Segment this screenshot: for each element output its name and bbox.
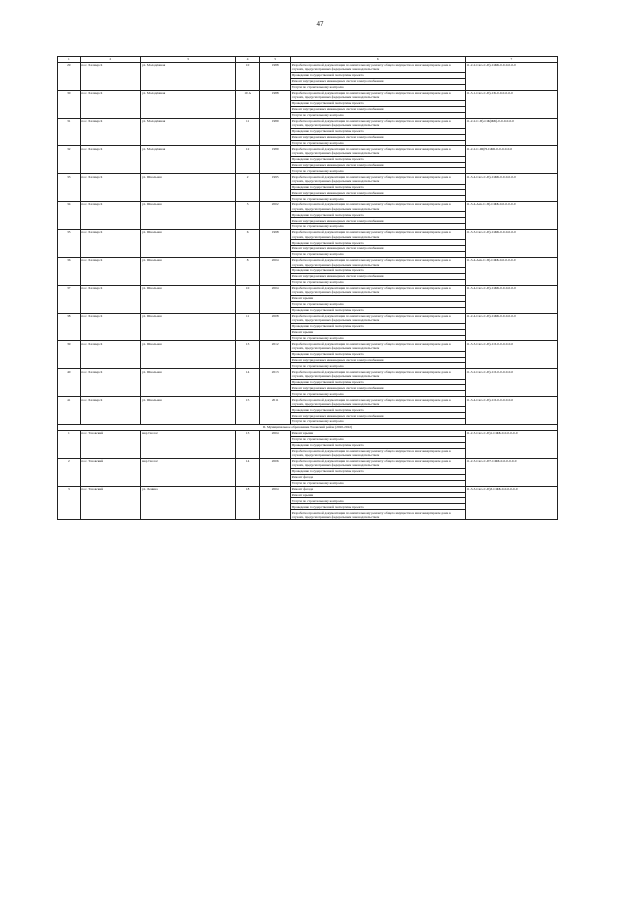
street-cell: ул. Молодёжная — [141, 62, 236, 90]
repair-work-cell: Проведение государственной экспертизы проекта — [290, 351, 465, 357]
repair-work-cell: Ремонт внутридомовых инженерных систем электроснабжения — [290, 134, 465, 140]
repair-work-cell: Разработка проектной документации по капитальному ремонту общего имущества в многоквартирном доме в случаях, предусмотренных федеральным законодательством — [290, 174, 465, 184]
repair-work-cell: Проведение государственной экспертизы проекта — [290, 379, 465, 385]
repair-work-cell: Разработка проектной документации по капитальному ремонту общего имущества в многоквартирном доме в случаях, предусмотренных федеральным законодательством — [290, 458, 465, 468]
repair-work-cell: Разработка проектной документации по капитальному ремонту общего имущества в многоквартирном доме в случаях, предусмотренных федеральным законодательством — [290, 146, 465, 156]
repair-work-cell: Услуги по строительному контролю — [290, 279, 465, 285]
building-code-cell: 11-3-4-Сжэ-С-П)-СЛ-0-0-0-0-0-0 — [465, 397, 558, 425]
street-cell: ул. Школьная — [141, 397, 236, 425]
repair-work-cell: Ремонт внутридомовых инженерных систем электроснабжения — [290, 106, 465, 112]
street-cell: ул. Школьная — [141, 230, 236, 258]
street-cell: ул. Школьная — [141, 369, 236, 397]
building-code-cell: 11-3-1-Сжэ-С-П)-СБ-0-0-0-0-0-0 — [465, 90, 558, 118]
house-number-cell: 13 — [235, 430, 260, 458]
building-code-cell: 11-3-4-Анэ-С-П)-СЖБ-0-0-0-0-0-0 — [465, 257, 558, 285]
street-cell: ул. Школьная — [141, 202, 236, 230]
table-row — [58, 486, 558, 492]
construction-year-cell: 1988 — [260, 90, 291, 118]
repair-work-cell: Проведение государственной экспертизы проекта — [290, 212, 465, 218]
repair-work-cell: Проведение государственной экспертизы проекта — [290, 128, 465, 134]
repair-work-cell: Разработка проектной документации по капитальному ремонту общего имущества в многоквартирном доме в случаях, предусмотренных федеральным законодательством — [290, 397, 465, 407]
settlement-cell: пос. Халмерсё — [80, 341, 141, 369]
street-cell: ул. Школьная — [141, 341, 236, 369]
street-cell: мкр Геолог — [141, 458, 236, 486]
table-row — [58, 458, 558, 468]
repair-work-cell: Разработка проектной документации по капитальному ремонту общего имущества в многоквартирном доме в случаях, предусмотренных федеральным законодательством — [290, 202, 465, 212]
settlement-cell: пос. Халмерсё — [80, 257, 141, 285]
repair-work-cell: Разработка проектной документации по капитальному ремонту общего имущества в многоквартирном доме в случаях, предусмотренных федеральным законодательством — [290, 448, 465, 458]
settlement-cell: пос. Халмерсё — [80, 230, 141, 258]
settlement-cell: пос. Халмерсё — [80, 90, 141, 118]
house-number-cell: 2 — [235, 174, 260, 202]
table-row — [58, 285, 558, 295]
row-number: 35 — [58, 230, 81, 258]
construction-year-cell: 1995 — [260, 174, 291, 202]
row-number: 31 — [58, 118, 81, 146]
house-number-cell: 10 — [235, 285, 260, 313]
table-row — [58, 62, 558, 72]
construction-year-cell: 1988 — [260, 62, 291, 90]
repair-work-cell: Услуги по строительному контролю — [290, 84, 465, 90]
table-row — [58, 430, 558, 436]
repair-work-cell: Услуги по строительному контролю — [290, 363, 465, 369]
street-cell: ул. Школьная — [141, 174, 236, 202]
building-code-cell: 11-3-3-Сжэ-С-П)3-СЖБ-0-0-0-0-0-0 — [465, 486, 558, 520]
repair-work-cell: Разработка проектной документации по капитальному ремонту общего имущества в многоквартирном доме в случаях, предусмотренных федеральным законодательством — [290, 118, 465, 128]
settlement-cell: пос. Халмерсё — [80, 146, 141, 174]
repair-work-cell: Ремонт крыши — [290, 295, 465, 301]
repair-work-cell: Услуги по строительному контролю — [290, 224, 465, 230]
column-number-3: 3 — [141, 57, 236, 63]
repair-work-cell: Проведение государственной экспертизы проекта — [290, 307, 465, 313]
repair-work-cell: Проведение государственной экспертизы проекта — [290, 469, 465, 475]
register-table-body — [58, 57, 558, 520]
settlement-cell: пос. Тазовский — [80, 486, 141, 520]
repair-work-cell: Услуги по строительному контролю — [290, 436, 465, 442]
settlement-cell: пос. Халмерсё — [80, 397, 141, 425]
repair-work-cell: Проведение государственной экспертизы проекта — [290, 240, 465, 246]
repair-work-cell: Разработка проектной документации по капитальному ремонту общего имущества в многоквартирном доме в случаях, предусмотренных федеральным законодательством — [290, 369, 465, 379]
repair-work-cell: Услуги по строительному контролю — [290, 252, 465, 258]
house-number-cell: 8 — [235, 257, 260, 285]
building-code-cell: 11-3-3-Сжэ-С-П)-СЛ-0-0-0-0-0-0 — [465, 341, 558, 369]
repair-work-cell: Ремонт внутридомовых инженерных систем электроснабжения — [290, 413, 465, 419]
repair-work-cell: Ремонт внутридомовых инженерных систем электроснабжения — [290, 218, 465, 224]
repair-work-cell: Разработка проектной документации по капитальному ремонту общего имущества в многоквартирном доме в случаях, предусмотренных федеральным законодательством — [290, 62, 465, 72]
table-row — [58, 146, 558, 156]
building-code-cell: 11-3-3-Сжэ-С-П)-СЖБ-0-0-0-0-0-0 — [465, 230, 558, 258]
repair-work-cell: Проведение государственной экспертизы проекта — [290, 504, 465, 510]
repair-work-cell: Ремонт крыши — [290, 492, 465, 498]
table-row — [58, 202, 558, 212]
repair-work-cell: Ремонт внутридомовых инженерных систем электроснабжения — [290, 273, 465, 279]
capital-repair-register-table — [57, 56, 558, 520]
settlement-cell: пос. Халмерсё — [80, 202, 141, 230]
repair-work-cell: Услуги по строительному контролю — [290, 301, 465, 307]
construction-year-cell: 2008 — [260, 313, 291, 341]
street-cell: ул. Молодёжная — [141, 146, 236, 174]
settlement-cell: пос. Тазовский — [80, 430, 141, 458]
column-number-6: 6 — [290, 57, 465, 63]
building-code-cell: 11-2-3-Сжэ-С-П7-СЖБ-0-0-0-0-0-0 — [465, 458, 558, 486]
construction-year-cell: 2002 — [260, 202, 291, 230]
row-number: 39 — [58, 341, 81, 369]
repair-work-cell: Услуги по строительному контролю — [290, 196, 465, 202]
construction-year-cell: 2004 — [260, 430, 291, 458]
row-number: 37 — [58, 285, 81, 313]
row-number: 38 — [58, 313, 81, 341]
repair-work-cell: Услуги по строительному контролю — [290, 335, 465, 341]
settlement-cell: пос. Халмерсё — [80, 62, 141, 90]
repair-work-cell: Ремонт внутридомовых инженерных систем электроснабжения — [290, 162, 465, 168]
section-title: II. Муниципальное образование Тазовский район (2020-2022) — [58, 425, 558, 431]
construction-year-cell: 1989 — [260, 118, 291, 146]
construction-year-cell: 2004 — [260, 486, 291, 520]
repair-work-cell: Услуги по строительному контролю — [290, 480, 465, 486]
street-cell: ул. Молодёжная — [141, 118, 236, 146]
repair-work-cell: Проведение государственной экспертизы проекта — [290, 156, 465, 162]
column-number-1: 1 — [58, 57, 81, 63]
building-code-cell: 11-2-2-С-Ш(Н-СЖБ-0-0-0-0-0-0 — [465, 146, 558, 174]
construction-year-cell: 1998 — [260, 230, 291, 258]
repair-work-cell: Проведение государственной экспертизы проекта — [290, 73, 465, 79]
repair-work-cell: Разработка проектной документации по капитальному ремонту общего имущества в многоквартирном доме в случаях, предусмотренных федеральным законодательством — [290, 285, 465, 295]
building-code-cell: 11-3-4-Анэ-С-П)-СЖБ-0-0-0-0-0-0 — [465, 202, 558, 230]
house-number-cell: 10 А — [235, 90, 260, 118]
repair-work-cell: Услуги по строительному контролю — [290, 498, 465, 504]
row-number: 34 — [58, 202, 81, 230]
repair-work-cell: Проведение государственной экспертизы проекта — [290, 407, 465, 413]
building-code-cell: 11-2-2-С-П)-СЖ(ЖБ)-0-0-0-0-0-0 — [465, 118, 558, 146]
house-number-cell: 14 — [235, 369, 260, 397]
construction-year-cell: 2013 — [260, 369, 291, 397]
table-row — [58, 257, 558, 267]
page-number: 47 — [316, 20, 324, 28]
settlement-cell: пос. Тазовский — [80, 458, 141, 486]
repair-work-cell: Проведение государственной экспертизы проекта — [290, 442, 465, 448]
repair-work-cell: Ремонт внутридомовых инженерных систем электроснабжения — [290, 357, 465, 363]
repair-work-cell: Разработка проектной документации по капитальному ремонту общего имущества в многоквартирном доме в случаях, предусмотренных федеральным законодательством — [290, 313, 465, 323]
repair-work-cell: Ремонт фасада — [290, 474, 465, 480]
row-number: 2 — [58, 458, 81, 486]
settlement-cell: пос. Халмерсё — [80, 313, 141, 341]
construction-year-cell: 2012 — [260, 341, 291, 369]
row-number: 32 — [58, 146, 81, 174]
repair-work-cell: Ремонт внутридомовых инженерных систем электроснабжения — [290, 190, 465, 196]
repair-work-cell: Ремонт фасада — [290, 486, 465, 492]
street-cell: ул. Школьная — [141, 257, 236, 285]
street-cell: ул. Школьная — [141, 285, 236, 313]
column-number-5: 5 — [260, 57, 291, 63]
house-number-cell: 6 — [235, 230, 260, 258]
settlement-cell: пос. Халмерсё — [80, 369, 141, 397]
repair-work-cell: Услуги по строительному контролю — [290, 391, 465, 397]
repair-work-cell: Разработка проектной документации по капитальному ремонту общего имущества в многоквартирном доме в случаях, предусмотренных федеральным законодательством — [290, 90, 465, 100]
street-cell: ул. Школьная — [141, 313, 236, 341]
settlement-cell: пос. Халмерсё — [80, 285, 141, 313]
repair-work-cell: Услуги по строительному контролю — [290, 419, 465, 425]
repair-work-cell: Услуги по строительному контролю — [290, 112, 465, 118]
row-number: 3 — [58, 486, 81, 520]
row-number: 29 — [58, 62, 81, 90]
column-number-7: 7 — [465, 57, 558, 63]
repair-work-cell: Ремонт крыши — [290, 430, 465, 436]
table-row — [58, 230, 558, 240]
table-row — [58, 90, 558, 100]
house-number-cell: 5 — [235, 202, 260, 230]
house-number-cell: 10 — [235, 62, 260, 90]
house-number-cell: 14 — [235, 458, 260, 486]
street-cell: ул. Молодёжная — [141, 90, 236, 118]
column-number-2: 2 — [80, 57, 141, 63]
building-code-cell: 11-2-3-Сжэ-С-П)1-СЖБ-0-0-0-0-0-0 — [465, 430, 558, 458]
building-code-cell: 11-3-4-Сжэ-С-П)-СЖБ-0-0-0-0-0-0 — [465, 285, 558, 313]
construction-year-cell: 2006 — [260, 458, 291, 486]
repair-work-cell: Проведение государственной экспертизы проекта — [290, 268, 465, 274]
house-number-cell: 12 — [235, 146, 260, 174]
construction-year-cell: 2011 — [260, 397, 291, 425]
table-row — [58, 369, 558, 379]
row-number: 40 — [58, 369, 81, 397]
repair-work-cell: Разработка проектной документации по капитальному ремонту общего имущества в многоквартирном доме в случаях, предусмотренных федеральным законодательством — [290, 257, 465, 267]
building-code-cell: 11-2-4-Сжэ-С-П)-СЖБ-0-0-0-0-0-0 — [465, 313, 558, 341]
column-number-4: 4 — [235, 57, 260, 63]
repair-work-cell: Ремонт внутридомовых инженерных систем электроснабжения — [290, 246, 465, 252]
repair-work-cell: Ремонт внутридомовых инженерных систем электроснабжения — [290, 78, 465, 84]
building-code-cell: 11-3-4-Сжэ-С-П)-СЖБ-0-0-0-0-0-0 — [465, 174, 558, 202]
table-row — [58, 118, 558, 128]
table-row — [58, 174, 558, 184]
house-number-cell: 11 — [235, 313, 260, 341]
repair-work-cell: Проведение государственной экспертизы проекта — [290, 323, 465, 329]
repair-work-cell: Проведение государственной экспертизы проекта — [290, 100, 465, 106]
table-row — [58, 341, 558, 351]
table-row — [58, 397, 558, 407]
table-row — [58, 313, 558, 323]
repair-work-cell: Услуги по строительному контролю — [290, 140, 465, 146]
repair-work-cell: Разработка проектной документации по капитальному ремонту общего имущества в многоквартирном доме в случаях, предусмотренных федеральным законодательством — [290, 230, 465, 240]
repair-work-cell: Ремонт крыши — [290, 329, 465, 335]
repair-work-cell: Ремонт внутридомовых инженерных систем электроснабжения — [290, 385, 465, 391]
row-number: 36 — [58, 257, 81, 285]
settlement-cell: пос. Халмерсё — [80, 118, 141, 146]
street-cell: ул. Ленина — [141, 486, 236, 520]
house-number-cell: 18 — [235, 486, 260, 520]
construction-year-cell: 1989 — [260, 146, 291, 174]
repair-work-cell: Разработка проектной документации по капитальному ремонту общего имущества в многоквартирном доме в случаях, предусмотренных федеральным законодательством — [290, 341, 465, 351]
house-number-cell: 15 — [235, 397, 260, 425]
row-number: 41 — [58, 397, 81, 425]
construction-year-cell: 2004 — [260, 257, 291, 285]
house-number-cell: 11 — [235, 118, 260, 146]
repair-work-cell: Услуги по строительному контролю — [290, 168, 465, 174]
building-code-cell: 11-2-2-Сжэ-С-П)-СЖБ-0-0-0-0-0-0 — [465, 62, 558, 90]
house-number-cell: 13 — [235, 341, 260, 369]
repair-work-cell: Разработка проектной документации по капитальному ремонту общего имущества в многоквартирном доме в случаях, предусмотренных федеральным законодательством — [290, 510, 465, 520]
building-code-cell: 11-3-2-Сжэ-С-П)-СЛ-0-0-0-0-0-0 — [465, 369, 558, 397]
row-number: 33 — [58, 174, 81, 202]
settlement-cell: пос. Халмерсё — [80, 174, 141, 202]
row-number: 30 — [58, 90, 81, 118]
row-number: 1 — [58, 430, 81, 458]
construction-year-cell: 2004 — [260, 285, 291, 313]
repair-work-cell: Проведение государственной экспертизы проекта — [290, 184, 465, 190]
street-cell: мкр Геолог — [141, 430, 236, 458]
